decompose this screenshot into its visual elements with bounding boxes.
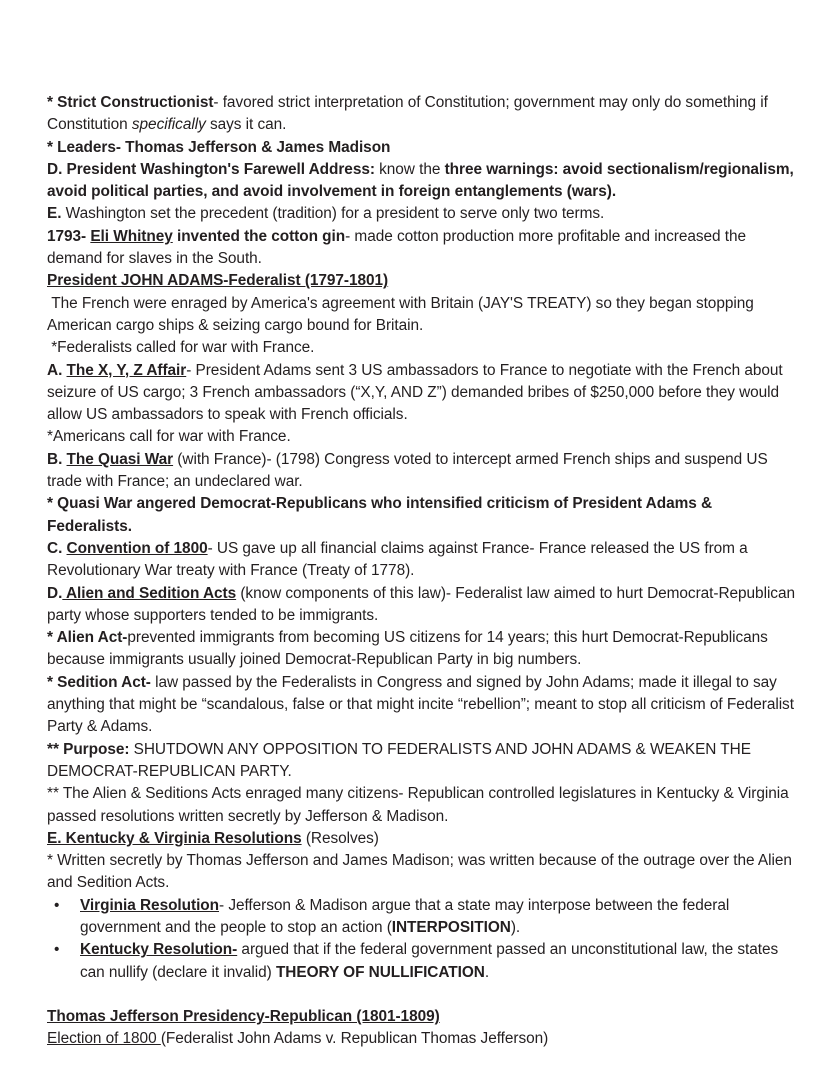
text-run: - President Adams sent 3 US ambassadors to France to negotiate with the French about seizure of US cargo; 3 French ambassadors (“X,Y, AND Z”) demanded bribes of $250,000 before they would allow US ambassadors to speak with French officials. xyxy=(47,361,787,424)
section-heading xyxy=(47,270,798,292)
text-run: SHUTDOWN ANY OPPOSITION TO FEDERALISTS AND JOHN ADAMS & WEAKEN THE DEMOCRAT-REPUBLICAN PARTY. xyxy=(47,740,756,780)
paragraph xyxy=(47,426,798,448)
paragraph xyxy=(47,627,798,672)
text-run: (Federalist John Adams v. Republican Thomas Jefferson) xyxy=(160,1030,549,1048)
bullet-list xyxy=(47,895,798,984)
paragraph xyxy=(47,1028,798,1050)
text-run: prevented immigrants from becoming US citizens for 14 years; this hurt Democrat-Republicans because immigrants usually joined Democrat-Republican Party in big numbers. xyxy=(47,629,773,669)
text-run: - made cotton production more profitable and increased the demand for slaves in the South. xyxy=(47,227,751,268)
text-run: THEORY OF NULLIFICATION xyxy=(275,963,485,981)
text-run: * Alien Act- xyxy=(47,629,128,647)
text-run: * Quasi War angered Democrat-Republicans who intensified criticism of President Adams & Federalists. xyxy=(47,495,717,535)
text-run: law passed by the Federalists in Congress and signed by John Adams; made it illegal to say anything that might be “scandalous, false or that might incite “rebellion”; meant to stop all criticism of Federalist Party & Adams. xyxy=(47,673,799,736)
text-run: ** Purpose: xyxy=(47,740,130,758)
paragraph xyxy=(47,828,798,850)
text-run: ** The Alien & Seditions Acts enraged many citizens- Republican controlled legislatures in Kentucky & Virginia passed resolutions written secretly by Jefferson & Madison. xyxy=(47,785,793,825)
text-run: D. President Washington's Farewell Address: xyxy=(47,160,375,178)
paragraph xyxy=(47,850,798,895)
text-run: know the xyxy=(374,160,445,178)
document-text-body xyxy=(47,92,798,1051)
paragraph xyxy=(47,583,798,628)
paragraph xyxy=(47,226,798,271)
list-item-text xyxy=(80,897,733,936)
section-heading xyxy=(47,1006,798,1028)
text-run: A. xyxy=(47,361,67,379)
text-run: 1793- xyxy=(47,227,91,245)
paragraph xyxy=(47,449,798,494)
text-run: Eli Whitney xyxy=(90,227,173,245)
text-run: Alien and Sedition Acts xyxy=(62,584,237,602)
text-run: *Federalists called for war with France. xyxy=(47,339,315,357)
text-run: INTERPOSITION xyxy=(391,918,511,936)
text-run: - Jefferson & Madison argue that a state may interpose between the federal government and the people to stop an action ( xyxy=(80,896,734,936)
paragraph xyxy=(47,672,798,739)
text-run: D. xyxy=(47,584,63,602)
text-run: President JOHN ADAMS-Federalist (1797-1801) xyxy=(47,272,389,290)
text-run: Virginia Resolution xyxy=(80,896,220,914)
paragraph xyxy=(47,92,798,137)
text-run: * Written secretly by Thomas Jefferson and James Madison; was written because of the outrage over the Alien and Sedition Acts. xyxy=(47,852,797,892)
text-run: Thomas Jefferson Presidency-Republican (1801-1809) xyxy=(47,1008,440,1026)
text-run: . xyxy=(484,963,490,981)
text-run: specifically xyxy=(131,116,206,134)
text-run: invented the cotton gin xyxy=(172,227,346,245)
text-run: * Leaders- Thomas Jefferson & James Madison xyxy=(47,138,391,156)
text-run: ). xyxy=(510,918,521,936)
bullet-icon: • xyxy=(54,896,60,914)
paragraph xyxy=(47,739,798,784)
text-run: Kentucky Resolution- xyxy=(80,941,238,959)
text-run: Washington set the precedent (tradition) for a president to serve only two terms. xyxy=(61,205,605,223)
text-run: E. xyxy=(47,205,62,223)
text-run: B. xyxy=(47,450,67,468)
text-run: E. Kentucky & Virginia Resolutions xyxy=(47,829,302,847)
bullet-icon: • xyxy=(54,941,60,959)
text-run: * Sedition Act- xyxy=(47,673,151,691)
text-run: The French were enraged by America's agreement with Britain (JAY'S TREATY) so they began stopping American cargo ships & seizing cargo bound for Britain. xyxy=(47,294,758,334)
text-run: Election of 1800 xyxy=(47,1030,161,1048)
text-run: argued that if the federal government passed an unconstitutional law, the states can nullify (declare it invalid) xyxy=(80,941,783,981)
paragraph xyxy=(47,159,798,204)
text-run: (Resolves) xyxy=(301,829,379,847)
list-item-text xyxy=(80,941,782,980)
text-run: C. xyxy=(47,539,67,557)
paragraph xyxy=(47,493,798,538)
text-run: The X, Y, Z Affair xyxy=(66,361,187,379)
text-run: three warnings: avoid sectionalism/regionalism, avoid political parties, and avoid involvement in foreign entanglements (wars). xyxy=(47,160,798,201)
paragraph-spacer xyxy=(47,984,798,1006)
text-run: - US gave up all financial claims against France- France released the US from a Revolutionary War treaty with France (Treaty of 1778). xyxy=(47,539,752,580)
text-run: (with France)- (1798) Congress voted to intercept armed French ships and suspend US trade with France; an undeclared war. xyxy=(47,450,772,491)
text-run: * Strict Constructionist xyxy=(47,94,214,111)
text-run: Convention of 1800 xyxy=(66,539,208,557)
text-run: *Americans call for war with France. xyxy=(47,428,291,446)
text-run: The Quasi War xyxy=(66,450,174,468)
text-run: says it can. xyxy=(205,116,287,134)
text-run: - favored strict interpretation of Constitution; government may only do something if Constitution xyxy=(47,94,773,134)
paragraph xyxy=(47,337,798,359)
text-run: (know components of this law)- Federalist law aimed to hurt Democrat-Republican party whose supporters tended to be immigrants. xyxy=(47,584,800,624)
paragraph xyxy=(47,783,798,828)
list-item xyxy=(47,939,798,984)
paragraph xyxy=(47,203,798,225)
list-item xyxy=(47,895,798,940)
paragraph xyxy=(47,137,798,159)
paragraph xyxy=(47,293,798,338)
paragraph xyxy=(47,538,798,583)
paragraph xyxy=(47,360,798,427)
